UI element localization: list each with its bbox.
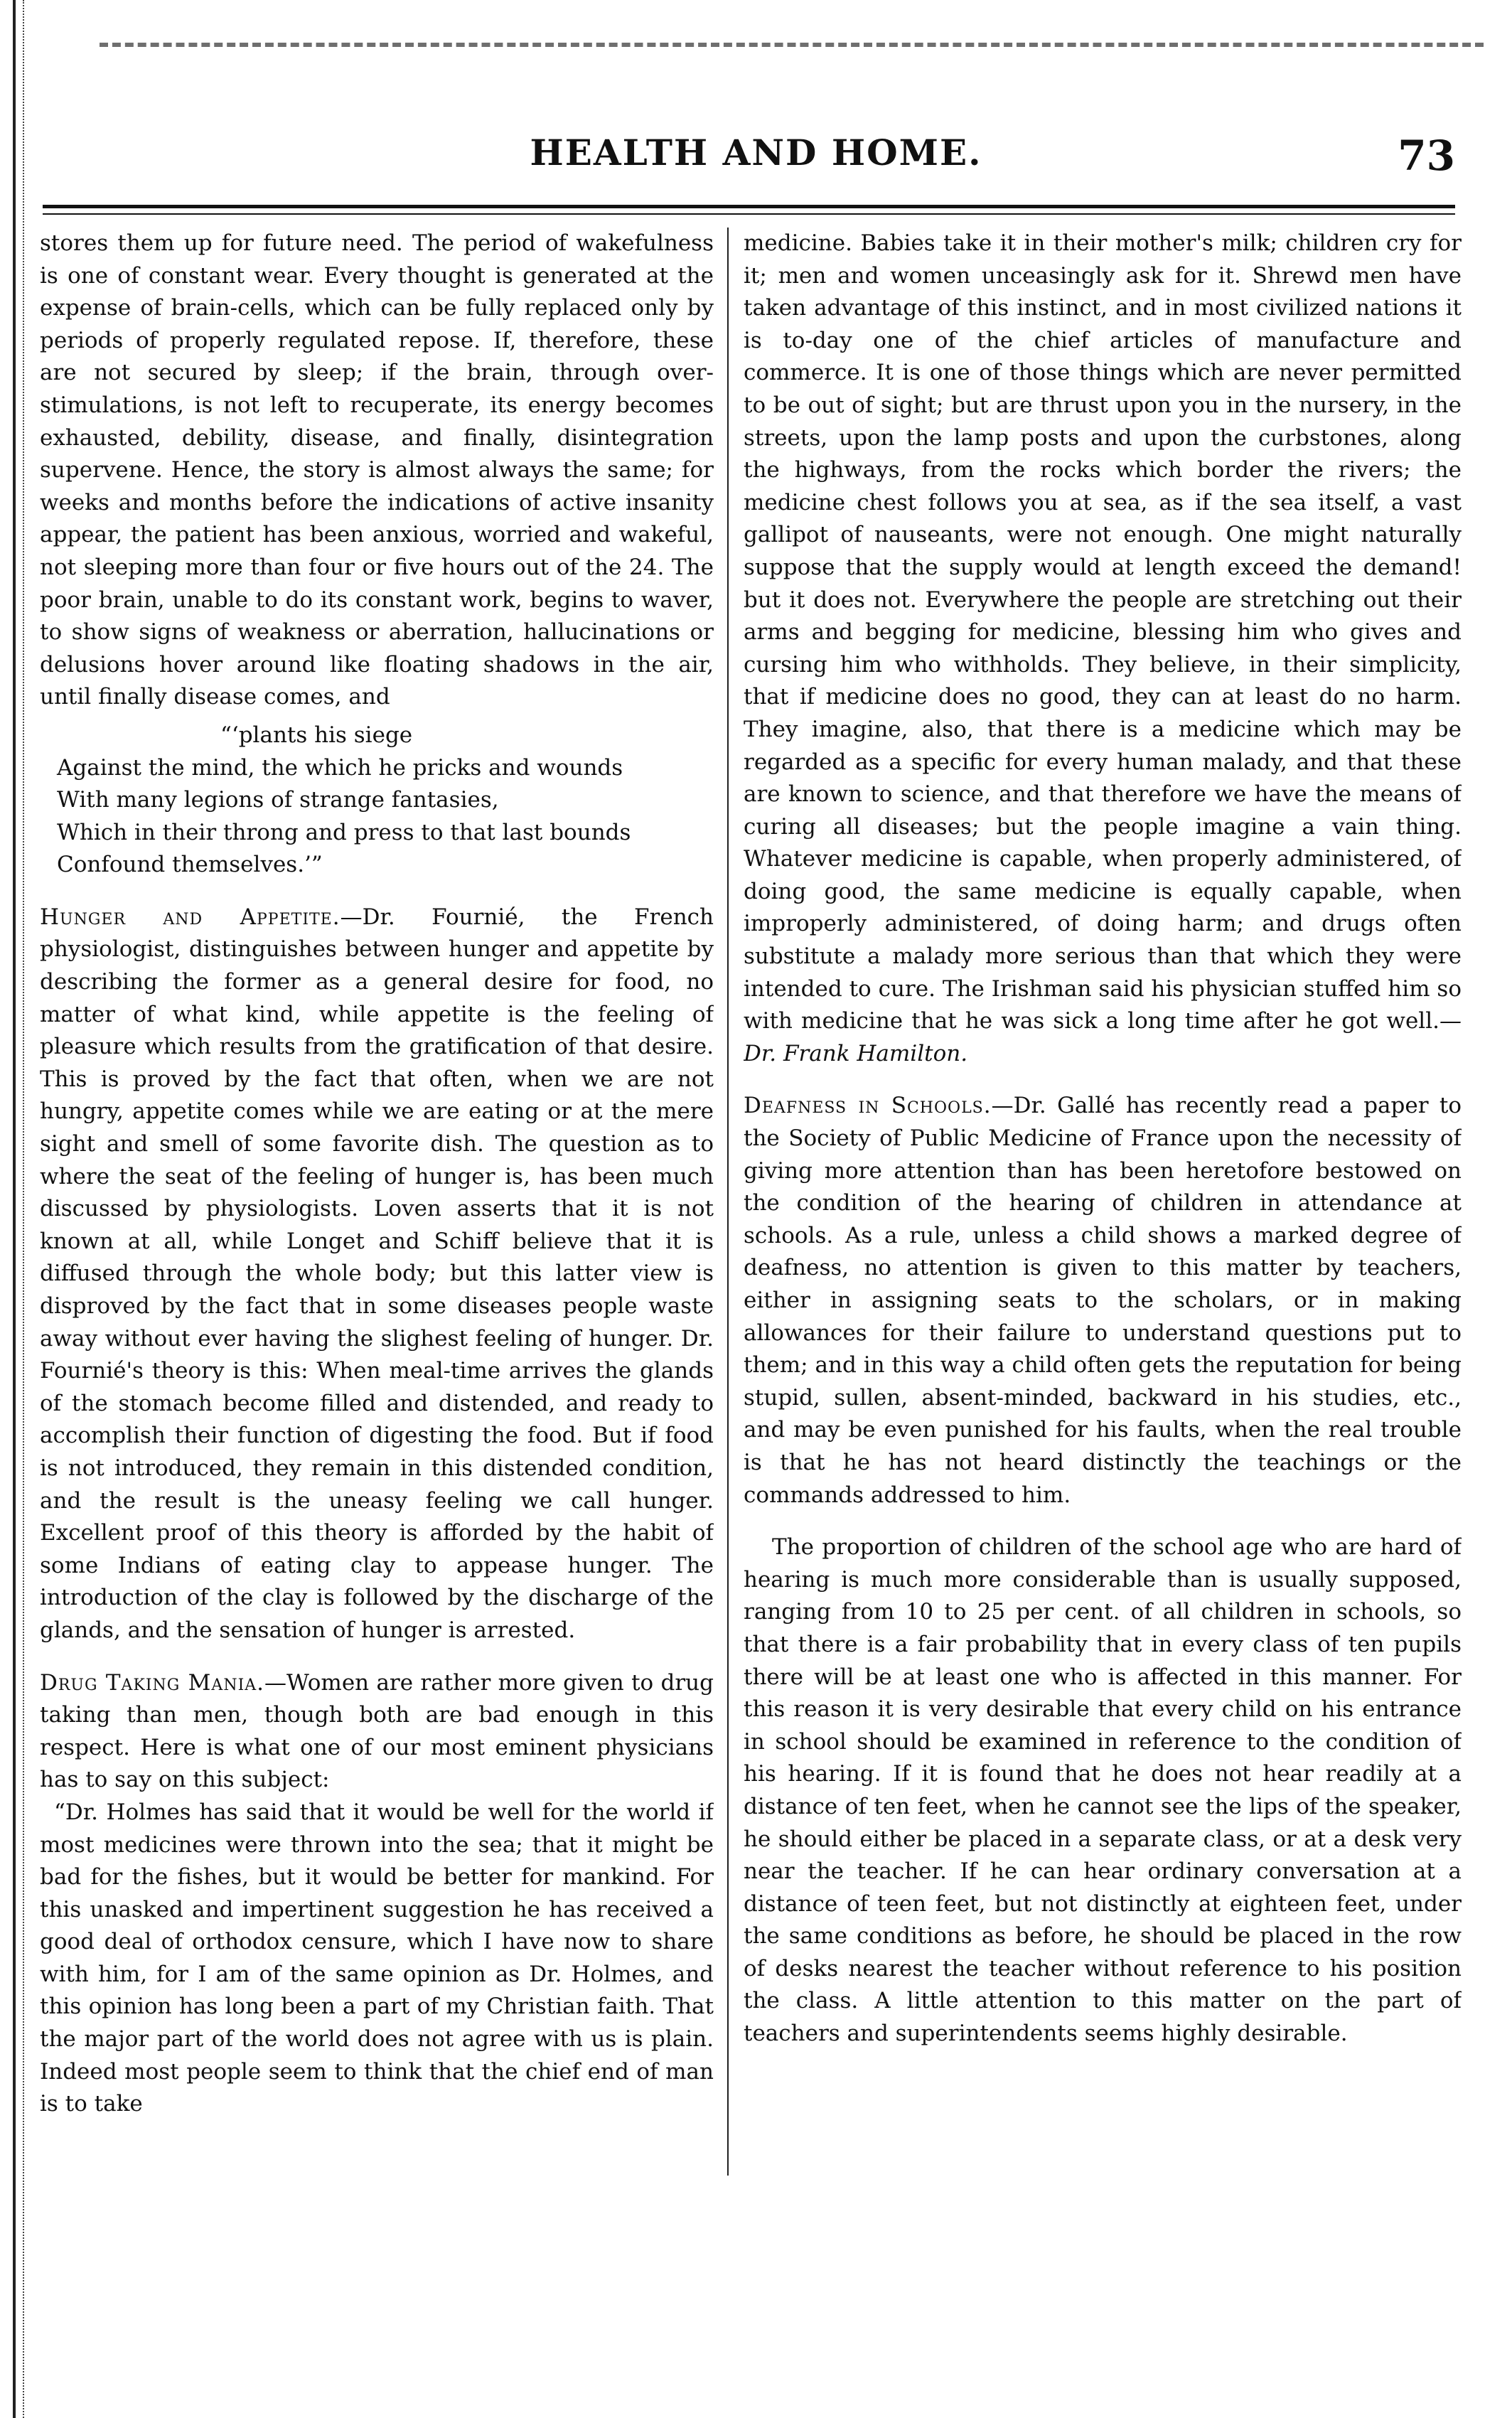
page-number: 73 bbox=[1398, 132, 1455, 180]
header-rule-thin bbox=[43, 213, 1455, 215]
left-column bbox=[40, 228, 714, 2360]
drug-continued: medicine. Babies take it in their mother's milk; children cry for it; men and women unceasingly ask for it. Shrewd men have taken advantage of this instinct, and in most civilized nations it is to-day one of the chief articles of manufacture and commerce. It is one of those things which are never permitted to be out of sight; but are thrust upon you in the nursery, in the streets, upon the lamp posts and upon the curbstones, along the highways, from the rocks which border the rivers; the medicine chest follows you at sea, as if the sea itself, a vast gallipot of nauseants, were not enough. One might naturally suppose that the supply would at length exceed the demand! but it does not. Everywhere the people are stretching out their arms and begging for medicine, blessing him who gives and cursing him who withholds. They believe, in their simplicity, that if medicine does no good, they can at least do no harm. They imagine, also, that there is a medicine which may be regarded as a specific for every human malady, and that these are known to science, and that therefore we have the means of curing all diseases; but the people imagine a vain thing. Whatever medicine is capable, when properly administered, of doing good, the same medicine is equally capable, when improperly administered, of doing harm; and drugs often substitute a malady more serious than that which they were intended to cure. The Irishman said his physician stuffed him so with medicine that he was sick a long time after he got well. bbox=[744, 230, 1462, 1034]
hunger-body: —Dr. Fournié, the French physiologist, distinguishes between hunger and appetite by describing the former as a general desire for food, no matter of what kind, while appetite is the feeling of pleasure which results from the gratification of that desire. This is proved by the fact that often, when we are not hungry, appetite comes while we are eating or at the mere sight and smell of some favorite dish. The question as to where the seat of the feeling of hunger is, has been much discussed by physiologists. Loven asserts that it is not known at all, while Longet and Schiff believe that it is diffused through the whole body; but this latter view is disproved by the fact that in some diseases people waste away without ever having the slighest feeling of hunger. Dr. Fournié's theory is this: When meal-time arrives the glands of the stomach become filled and distended, and ready to accomplish their function of digesting the food. But if food is not introduced, they remain in this distended condition, and the result is the uneasy feeling we call hunger. Excellent proof of this theory is afforded by the habit of some Indians of eating clay to appease hunger. The introduction of the clay is followed by the discharge of the glands, and the sensation of hunger is arrested. bbox=[40, 904, 714, 1643]
poem-line: “‘plants his siege bbox=[220, 722, 413, 748]
drug-quote-continued bbox=[744, 228, 1462, 1070]
deafness-body: —Dr. Gallé has recently read a paper to the Society of Public Medicine of France upon the necessity of giving more attention than has been heretofore bestowed on the condition of the hearing of children in attendance at schools. As a rule, unless a child shows a marked degree of deafness, no attention is given to this matter by teachers, either in assigning seats to the scholars, or in making allowances for their failure to understand questions put to them; and in this way a child often gets the reputation for being stupid, sullen, absent-minded, backward in his studies, etc., and may be even punished for his faults, when the real trouble is that he has not heard distinctly the teachings or the commands addressed to him. bbox=[744, 1093, 1462, 1508]
drug-body: —Women are rather more given to drug taking than men, though both are bad enough in this respect. Here is what one of our most eminent physicians has to say on this subject: bbox=[40, 1669, 714, 1793]
header-rule bbox=[43, 205, 1455, 208]
page-header bbox=[43, 132, 1469, 188]
deafness-paragraph-2: The proportion of children of the school age who are hard of hearing is much more considerable than is usually supposed, ranging from 10 to 25 per cent. of all children in schools, so that there is a fair probability that in every class of ten pupils there will be at least one who is affected in this manner. For this reason it is very desirable that every child on his entrance in school should be examined in reference to the condition of his hearing. If it is found that he does not hear readily at a distance of ten feet, when he cannot see the lips of the speaker, he should either be placed in a separate class, or at a desk very near the teacher. If he can hear ordinary conversation at a distance of teen feet, but not distinctly at eighteen feet, under the same conditions as before, he should be placed in the row of desks nearest the teacher without reference to his position the class. A little attention to this matter on the part of teachers and superintendents seems highly desirable. bbox=[744, 1534, 1462, 2047]
poem-line: Which in their throng and press to that last bounds bbox=[57, 819, 631, 845]
poem-line: Confound themselves.’” bbox=[57, 852, 323, 878]
deafness-title: Deafness in Schools. bbox=[744, 1093, 992, 1119]
poem-line: Against the mind, the which he pricks and wounds bbox=[57, 754, 623, 781]
poem-quote bbox=[57, 719, 714, 882]
hunger-title: Hunger and Appetite. bbox=[40, 904, 341, 930]
drug-article bbox=[40, 1667, 714, 1797]
poem-line: With many legions of strange fantasies, bbox=[57, 787, 499, 813]
intro-paragraph: stores them up for future need. The period of wakefulness is one of constant wear. Every thought is generated at the expense of brain-cells, which can be fully replaced only by periods of properly regulated repose. If, therefore, these are not secured by sleep; if the brain, through over-stimulations, is not left to recuperate, its energy becomes exhausted, debility, disease, and finally, disintegration supervene. Hence, the story is almost always the same; for weeks and months before the indications of active insanity appear, the patient has been anxious, worried and wakeful, not sleeping more than four or five hours out of the 24. The poor brain, unable to do its constant work, begins to waver, to show signs of weakness or aberration, hallucinations or delusions hover around like floating shadows in the air, until finally disease comes, and bbox=[40, 230, 714, 710]
drug-signature: —Dr. Frank Hamilton. bbox=[744, 1008, 1462, 1066]
hunger-article bbox=[40, 902, 714, 1647]
deafness-article bbox=[744, 1090, 1462, 1512]
running-head: HEALTH AND HOME. bbox=[530, 132, 982, 173]
drug-quote: “Dr. Holmes has said that it would be well for the world if most medicines were thrown into the sea; that it might be bad for the fishes, but it would be better for mankind. For this unasked and impertinent suggestion he has received a good deal of orthodox censure, which I have now to share with him, for I am of the same opinion as Dr. Holmes, and this opinion has long been a part of my Christian faith. That the major part of the world does not agree with us is plain. Indeed most people seem to think that the chief end of man is to take bbox=[40, 1799, 714, 2117]
page-left-border bbox=[13, 0, 24, 2418]
column-divider bbox=[727, 228, 729, 2176]
right-column bbox=[744, 228, 1462, 2360]
drug-title: Drug Taking Mania. bbox=[40, 1669, 264, 1696]
scan-top-noise bbox=[100, 43, 1484, 53]
